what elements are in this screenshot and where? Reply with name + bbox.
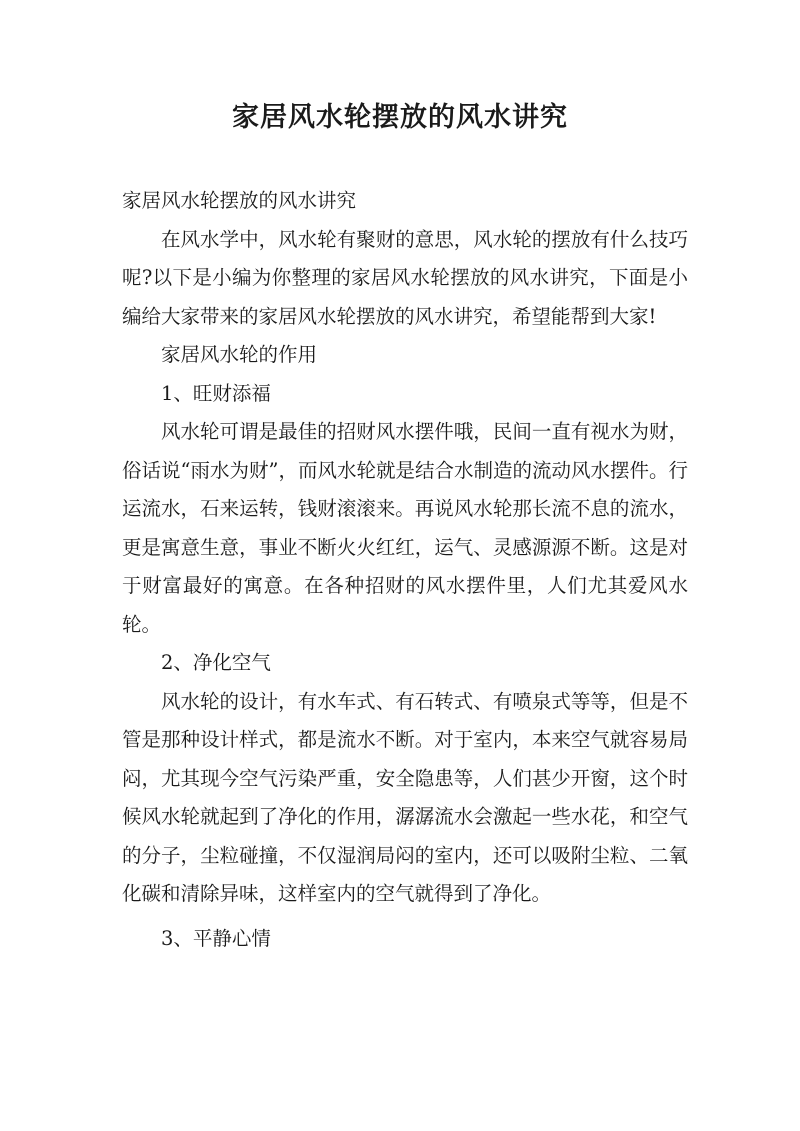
section-heading-effects: 家居风水轮的作用 — [161, 343, 318, 366]
paragraph-air: 风水轮的设计，有水车式、有石转式、有喷泉式等等，但是不管是那种设计样式，都是流水不断。对于室内，本来空气就容易局闷，尤其现今空气污染严重，安全隐患等，人们甚少开窗，这个时候风水轮就起到了净化的作用，潺潺流水会激起一些水花，和空气的分子，尘粒碰撞，不仅湿润局闷的室内，还可以吸附尘粒、二氧化碳和清除异味，这样室内的空气就得到了净化。 — [122, 689, 688, 905]
document-title: 家居风水轮摆放的风水讲究 — [232, 102, 568, 133]
document-body — [122, 182, 688, 958]
subheading-calm: 3、平静心情 — [161, 926, 271, 950]
subheading-wealth: 1、旺财添福 — [161, 381, 271, 405]
paragraph-wealth: 风水轮可谓是最佳的招财风水摆件哦，民间一直有视水为财，俗话说“雨水为财”，而风水轮就是结合水制造的流动风水摆件。行运流水，石来运转，钱财滚滚来。再说风水轮那长流不息的流水，更是寓意生意，事业不断火火红红，运气、灵感源源不断。这是对于财富最好的寓意。在各种招财的风水摆件里，人们尤其爱风水轮。 — [122, 420, 688, 636]
subtitle-paragraph: 家居风水轮摆放的风水讲究 — [122, 189, 357, 212]
subheading-air: 2、净化空气 — [161, 651, 271, 674]
intro-paragraph: 在风水学中，风水轮有聚财的意思，风水轮的摆放有什么技巧呢?以下是小编为你整理的家居风水轮摆放的风水讲究，下面是小编给大家带来的家居风水轮摆放的风水讲究，希望能帮到大家! — [122, 227, 688, 328]
